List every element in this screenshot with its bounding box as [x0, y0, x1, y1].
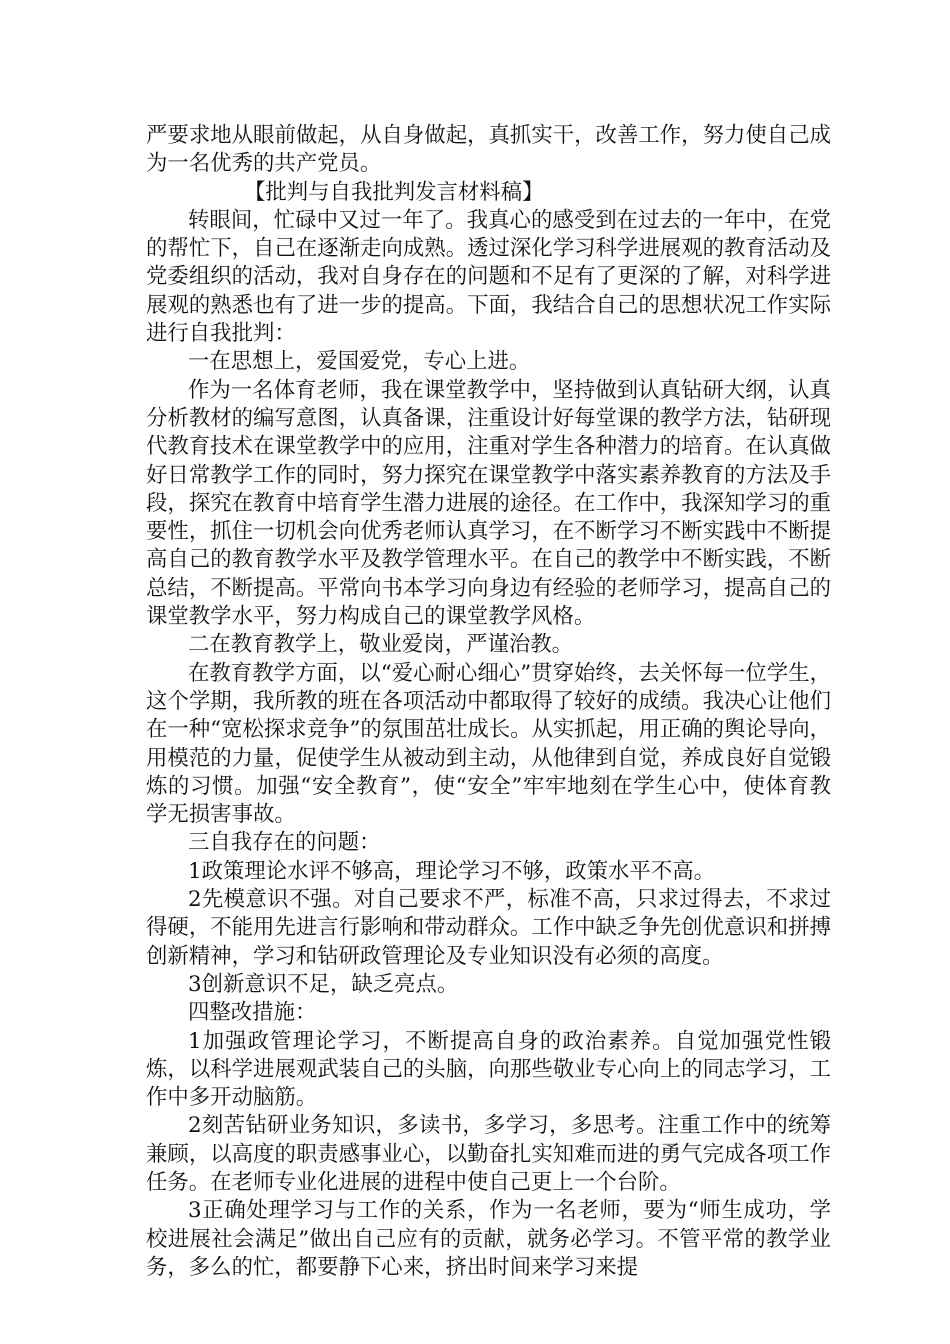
heading-measures: 四整改措施： — [188, 1000, 317, 1026]
paragraph-teaching: 作为一名体育老师，我在课堂教学中，坚持做到认真钻研大纲，认真分析教材的编写意图，认真备课，注重设计好每堂课的教学方法，钻研现代教育技术在课堂教学中的应用，注重对学生各种潜力的培育。在认真做好日常教学工作的同时，努力探究在课堂教学中落实素养教育的方法及手段，探究在教育中培育学生潜力进展的途径。在工作中，我深知学习的重要性，抓住一切机会向优秀老师认真学习，在不断学习不断实践中不断提高自己的教育教学水平及教学管理水平。在自己的教学中不断实践，不断总结，不断提高。平常向书本学习向身边有经验的老师学习，提高自己的课堂教学水平，努力构成自己的课堂教学风格。 — [146, 377, 831, 630]
list-item-measure-1: 1加强政管理论学习，不断提高自身的政治素养。自觉加强党性锻炼，以科学进展观武装自己的头脑，向那些敬业专心向上的同志学习，工作中多开动脑筋。 — [146, 1028, 831, 1111]
paragraph-intro: 转眼间，忙碌中又过一年了。我真心的感受到在过去的一年中，在党的帮忙下，自己在逐渐走向成熟。透过深化学习科学进展观的教育活动及党委组织的活动，我对自身存在的问题和不足有了更深的了解，对科学进展观的熟悉也有了进一步的提高。下面，我结合自己的思想状况工作实际进行自我批判： — [146, 207, 831, 347]
heading-thought: 一在思想上，爱国爱党，专心上进。 — [188, 349, 531, 375]
heading-education: 二在教育教学上，敬业爱岗，严谨治教。 — [188, 632, 574, 658]
list-item-problem-2: 2先模意识不强。对自己要求不严，标准不高，只求过得去，不求过得硬，不能用先进言行影响和带动群众。工作中缺乏争先创优意识和拼搏创新精神，学习和钻研政管理论及专业知识没有必须的高度。 — [146, 887, 831, 969]
document-body — [146, 122, 831, 1282]
list-item-measure-2: 2刻苦钻研业务知识，多读书，多学习，多思考。注重工作中的统筹兼顾，以高度的职责感事业心，以勤奋扎实知难而进的勇气完成各项工作任务。在老师专业化进展的进程中使自己更上一个台阶。 — [146, 1113, 831, 1195]
list-item-problem-3: 3创新意识不足，缺乏亮点。 — [188, 971, 459, 997]
section-title: 【批判与自我批判发言材料稿】 — [244, 179, 544, 205]
list-item-problem-1: 1政策理论水评不够高，理论学习不够，政策水平不高。 — [188, 858, 715, 884]
paragraph-education: 在教育教学方面，以“爱心耐心细心”贯穿始终，去关怀每一位学生，这个学期，我所教的班在各项活动中都取得了较好的成绩。我决心让他们在一种“宽松探求竞争”的氛围茁壮成长。从实抓起，用正确的舆论导向，用模范的力量，促使学生从被动到主动，从他律到自觉，养成良好自觉锻炼的习惯。加强“安全教育”，使“安全”牢牢地刻在学生心中，使体育教学无损害事故。 — [146, 660, 831, 828]
paragraph-continuation: 严要求地从眼前做起，从自身做起，真抓实干，改善工作，努力使自己成为一名优秀的共产党员。 — [146, 123, 831, 177]
heading-problems: 三自我存在的问题： — [188, 830, 381, 856]
list-item-measure-3: 3正确处理学习与工作的关系，作为一名老师，要为“师生成功，学校进展社会满足”做出自己应有的贡献，就务必学习。不管平常的教学业务，多么的忙，都要静下心来，挤出时间来学习来提 — [146, 1198, 831, 1280]
